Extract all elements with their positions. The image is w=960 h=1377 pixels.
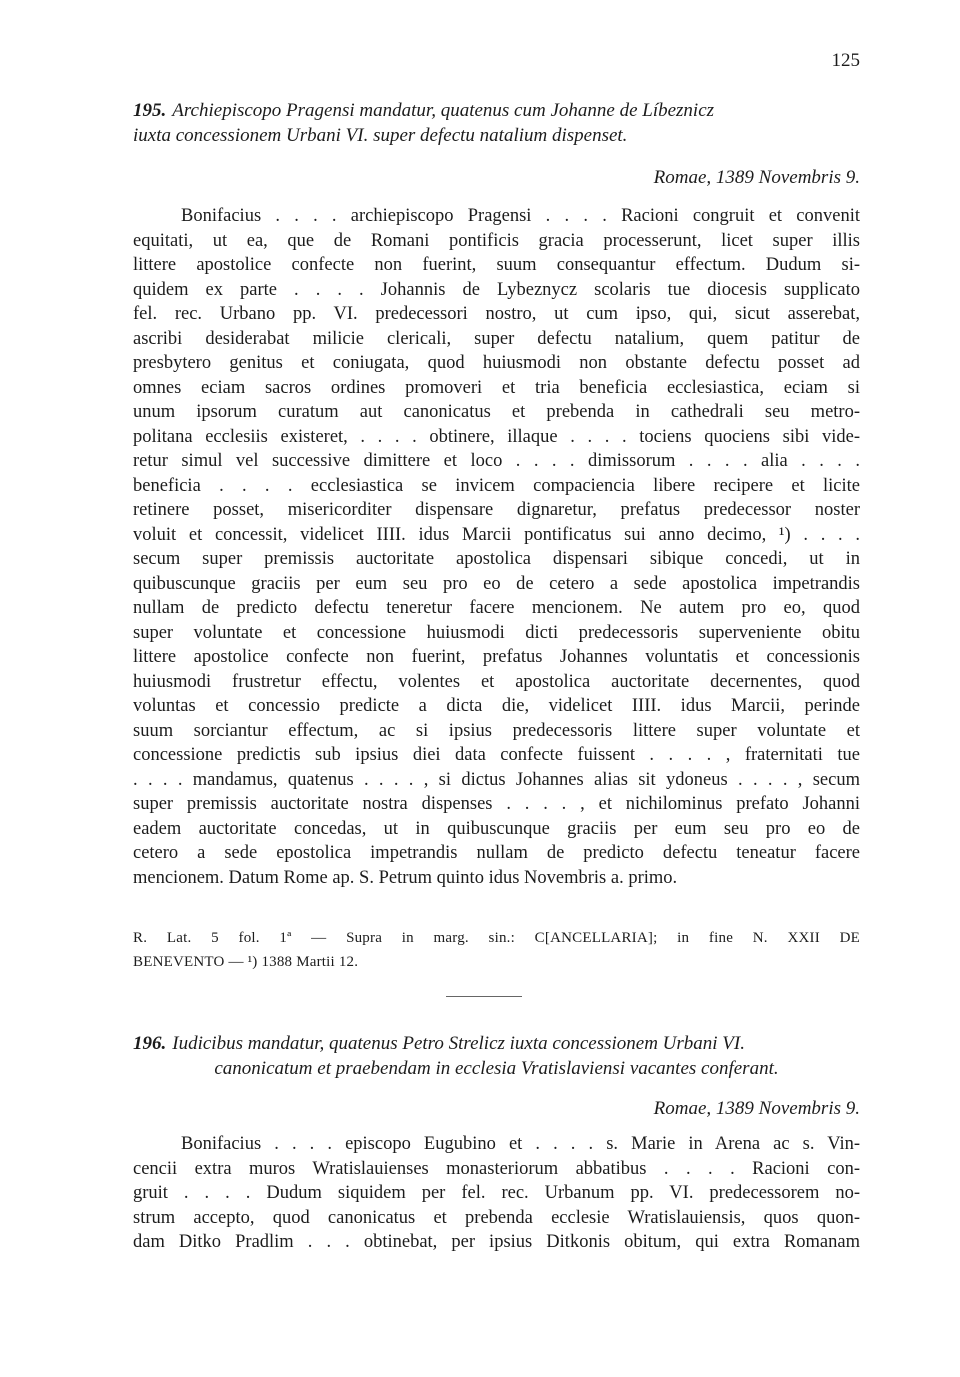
text-line: super premissis auctoritate nostra dispenses . . . . , et nichilominus prefato Johanni (133, 794, 860, 814)
text-line: concessione predictis sub ipsius diei data confecte fuissent . . . . , fraternitati tue (133, 745, 860, 765)
text-line: . . . . mandamus, quatenus . . . . , si dictus Johannes alias sit ydoneus . . . . , secum (133, 769, 860, 790)
text-line: strum accepto, quod canonicatus et prebenda ecclesie Wratislauiensis, quos quon- (133, 1207, 860, 1228)
text-line: Bonifacius . . . . archiepiscopo Pragensi . . . . Racioni congruit et convenit (181, 206, 860, 226)
text-line: cencii extra muros Wratislauienses monasteriorum abbatibus . . . . Racioni con- (133, 1158, 860, 1179)
text-line: voluit et concessit, videlicet IIII. idus Marcii pontificatus sui anno decimo, ¹) . . . . (133, 524, 860, 545)
entry-number: 196. (133, 1033, 167, 1054)
text-line: suum sorciantur effectum, ac si ipsius predecessoris littere super voluntate et (133, 720, 860, 741)
text-line: littere apostolice confecte non fuerint, prefatus Johannes voluntatis et concessionis (133, 647, 860, 667)
text-line: littere apostolice confecte non fuerint, suum consequantur effectum. Dudum si- (133, 255, 860, 275)
entry-196-dateline: Romae, 1389 Novembris 9. (653, 1098, 860, 1119)
text-line: omnes eciam sacros ordines promoveri et tria beneficia ecclesiastica, eciam si (133, 377, 860, 398)
entry-number: 195. (133, 100, 167, 121)
text-line: gruit . . . . Dudum siquidem per fel. rec. Urbanum pp. VI. predecessorem no- (133, 1183, 860, 1203)
text-line: ascribi desiderabat milicie clericali, super defectu natalium, quem patitur de (133, 328, 860, 349)
text-line: secum super premissis auctoritate apostolica dispensari sibique concedi, ut in (133, 549, 860, 569)
entry-196-body (133, 1132, 860, 1255)
text-line: retur simul vel successive dimittere et loco . . . . dimissorum . . . . alia . . . . (133, 451, 860, 471)
text-line: retinere posset, misericorditer dispensare dignaretur, prefatus predecessor noster (133, 500, 860, 520)
footnote-line: R. Lat. 5 fol. 1ª — Supra in marg. sin.: C[ANCELLARIA]; in fine N. XXII DE (133, 930, 860, 946)
text-line: dam Ditko Pradlim . . . obtinebat, per ipsius Ditkonis obitum, qui extra Romanam (133, 1232, 860, 1252)
text-line: cetero a sede epostolica impetrandis nullam de predicto defectu teneatur facere (133, 843, 860, 863)
heading-line-2: iuxta concessionem Urbani VI. super defectu natalium dispenset. (133, 125, 628, 146)
entry-195-dateline: Romae, 1389 Novembris 9. (653, 167, 860, 188)
text-line: quibuscunque graciis per eum seu pro eo de cetero a sede apostolica impetrandis (133, 573, 860, 594)
text-line: voluntas et concessio predicte a dicta die, videlicet IIII. idus Marcii, perinde (133, 696, 860, 716)
text-line: fel. rec. Urbano pp. VI. predecessori nostro, ut cum ipso, qui, sicut asserebat, (133, 304, 860, 324)
text-line: super voluntate et concessione huiusmodi dicti predecessoris superveniente obitu (133, 622, 860, 643)
text-line: huiusmodi frustretur effectu, volentes et apostolica auctoritate decernentes, quod (133, 671, 860, 692)
entry-195-body (133, 204, 860, 890)
text-line: quidem ex parte . . . . Johannis de Lybeznycz scolaris tue diocesis supplicato (133, 279, 860, 300)
text-line: politana ecclesiis existeret, . . . . obtinere, illaque . . . . tociens quociens sibi vide- (133, 426, 860, 447)
text-line: Bonifacius . . . . episcopo Eugubino et . . . . s. Marie in Arena ac s. Vin- (181, 1134, 860, 1154)
text-line: unum ipsorum curatum aut canonicatus et prebenda in cathedrali seu metro- (133, 402, 860, 422)
text-line: mencionem. Datum Rome ap. S. Petrum quinto idus Novembris a. primo. (133, 867, 678, 888)
text-line: eadem auctoritate concedas, ut in quibuscunque graciis per eum seu pro eo de (133, 818, 860, 839)
heading-line-2: canonicatum et praebendam in ecclesia Vratislaviensi vacantes conferant. (214, 1058, 779, 1079)
page-number: 125 (831, 50, 860, 71)
entry-196-heading (133, 1031, 860, 1081)
text-line: nullam de predicto defectu teneretur facere mencionem. Ne autem pro eo, quod (133, 598, 860, 618)
heading-line-1: Iudicibus mandatur, quatenus Petro Strelicz iuxta concessionem Urbani VI. (172, 1033, 745, 1054)
section-divider (446, 996, 522, 997)
footnote-line: BENEVENTO — ¹) 1388 Martii 12. (133, 954, 359, 970)
heading-line-1: Archiepiscopo Pragensi mandatur, quatenus cum Johanne de Líbeznicz (172, 100, 715, 121)
entry-195-heading (133, 98, 860, 148)
text-line: beneficia . . . . ecclesiastica se invicem compaciencia libere recipere et licite (133, 475, 860, 496)
entry-195-footnotes (133, 926, 860, 974)
text-line: presbytero genitus et coniugata, quod huiusmodi non obstante defectu posset ad (133, 353, 860, 373)
text-line: equitati, ut ea, que de Romani pontificis gracia processerunt, licet super illis (133, 230, 860, 251)
